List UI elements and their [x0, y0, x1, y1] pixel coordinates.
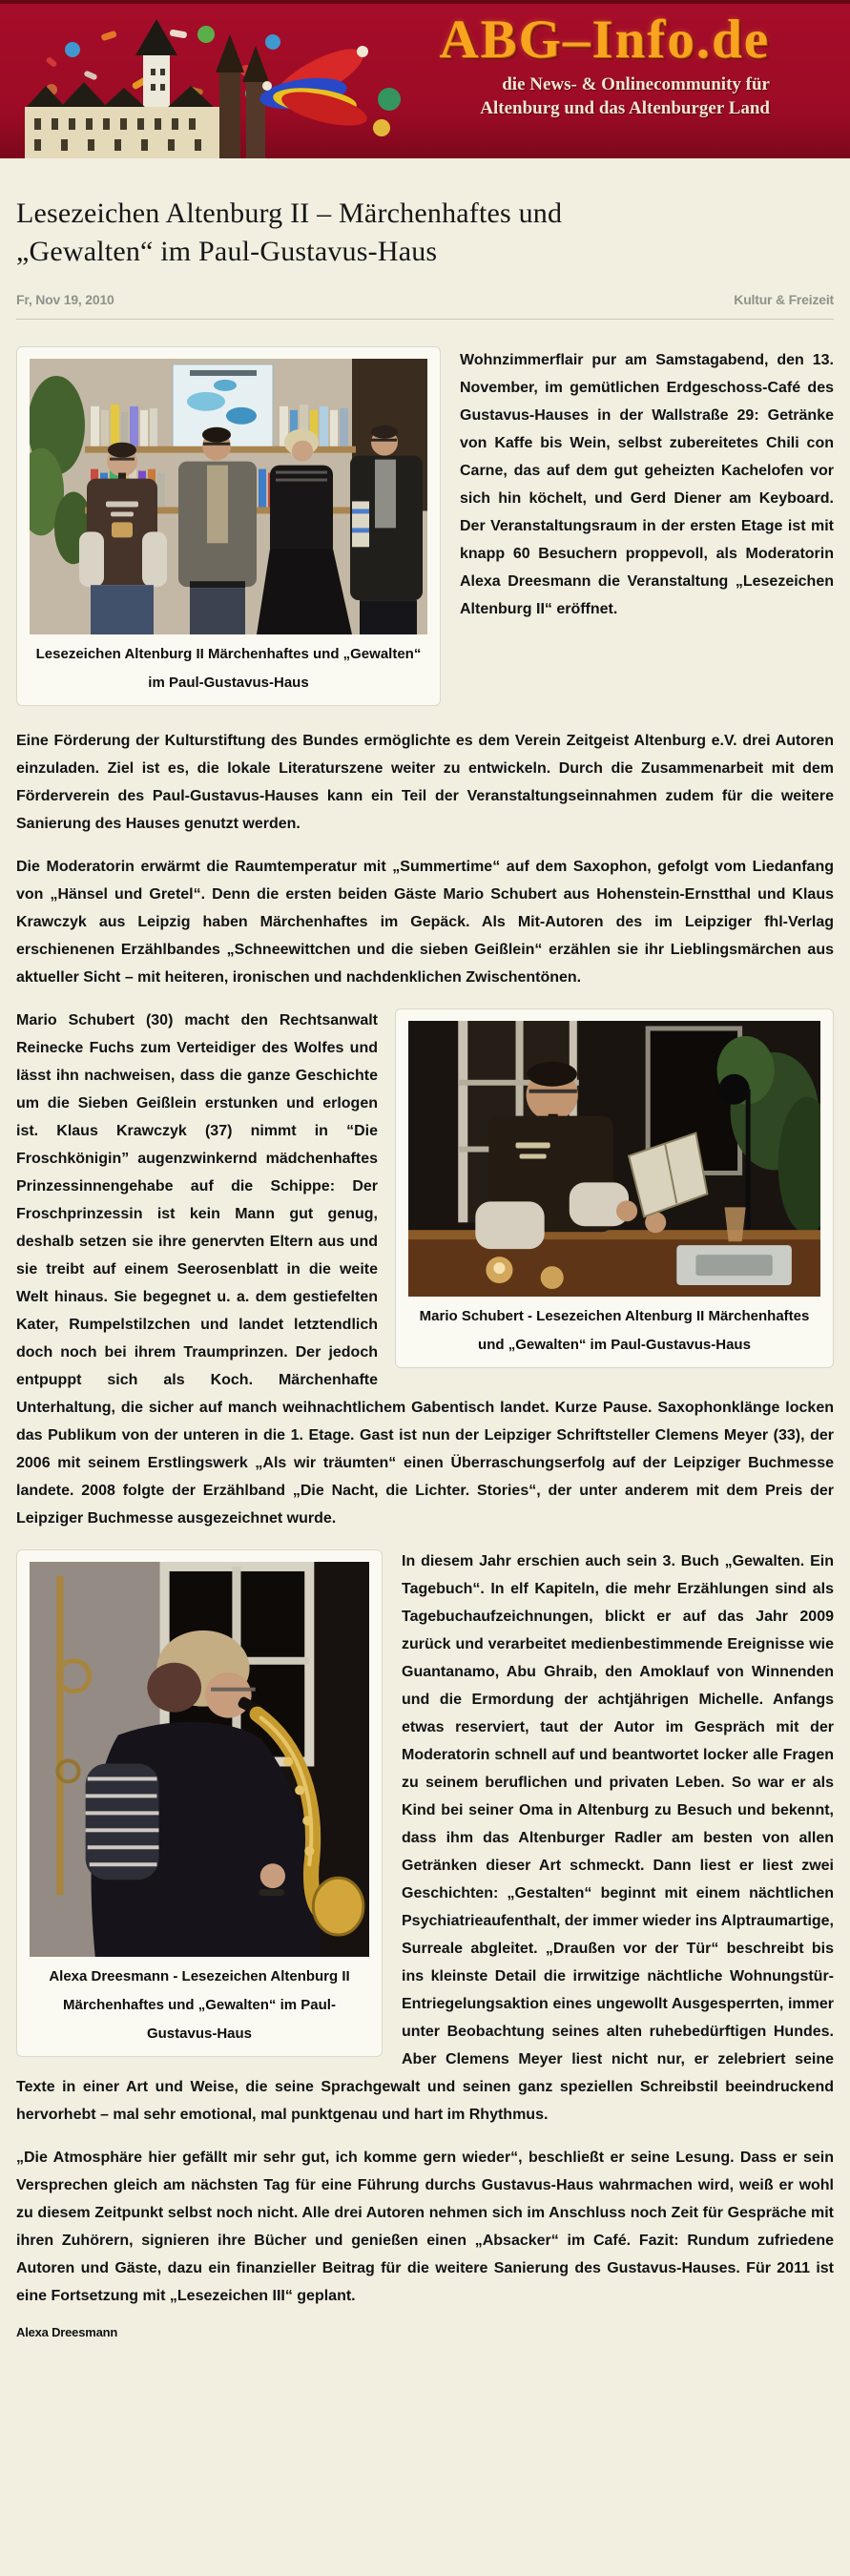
- paragraph-4: [16, 1007, 834, 1532]
- photo-mario-reading: [408, 1021, 820, 1297]
- meta-divider: [16, 319, 834, 320]
- site-tagline-line2: Altenburg und das Altenburger Land: [480, 98, 770, 118]
- figure-alexa-photo: [16, 1549, 383, 2057]
- paragraph-6: „Die Atmosphäre hier gefällt mir sehr gut, ich komme gern wieder“, beschließt er seine Lesung. Dass er sein Versprechen gleich am nächsten Tag für eine Führung durchs Gustavus-Haus wahrmachen wird, weiß er wohl zu diesem Zeitpunkt selbst noch nicht. Alle drei Autoren nehmen sich im Anschluss noch Zeit für Gespräche mit ihren Zuhörern, signieren ihre Bücher und genießen einen „Absacker“ im Café. Fazit: Rundum zufriedene Autoren und Gäste, dazu ein finanzieller Beitrag für die weitere Sanierung des Gustavus-Hauses. Für 2011 ist eine Fortsetzung mit „Lesezeichen III“ geplant.: [16, 2150, 834, 2304]
- banner-illustration-castle-confetti: [17, 13, 406, 158]
- article-title-line2: „Gewalten“ im Paul-Gustavus-Haus: [16, 236, 438, 267]
- site-tagline: [439, 73, 770, 120]
- castle: [25, 19, 269, 158]
- paragraph-2: Eine Förderung der Kulturstiftung des Bundes ermöglichte es dem Verein Zeitgeist Altenburg e.V. drei Autoren einzuladen. Ziel ist es, die lokale Literaturszene weiter zu entwickeln. Durch die Zusammenarbeit mit dem Förderverein des Paul-Gustavus-Hauses kann ein Teil der Veranstaltungseinnahmen zudem für die weitere Sanierung des Hauses genutzt werden.: [16, 733, 834, 832]
- paragraph-1: [16, 346, 834, 712]
- figure-mario-photo: [395, 1008, 834, 1368]
- site-logo-text[interactable]: ABG–Info.de: [439, 10, 770, 70]
- article-author: Alexa Dreesmann: [16, 2325, 118, 2339]
- paragraph-5: [16, 1548, 834, 2129]
- article: [0, 158, 850, 2368]
- site-header: [0, 0, 850, 158]
- figure-group-caption: Lesezeichen Altenburg II Märchenhaftes und „Gewalten“ im Paul-Gustavus-Haus: [35, 646, 422, 691]
- article-title: [16, 195, 834, 271]
- photo-authors-group: [30, 359, 427, 634]
- article-meta: [16, 292, 834, 307]
- jester-cap-icon: [258, 39, 370, 133]
- article-date: Fr, Nov 19, 2010: [16, 292, 114, 307]
- site-tagline-line1: die News- & Onlinecommunity für: [502, 74, 770, 94]
- article-category[interactable]: Kultur & Freizeit: [734, 292, 834, 307]
- figure-group-photo: [16, 346, 441, 706]
- photo-alexa-saxophone: [30, 1562, 369, 1957]
- paragraph-5-text: In diesem Jahr erschien auch sein 3. Buch „Gewalten. Ein Tagebuch“. In elf Kapiteln, die mehr Erzählungen sind als Tagebuchaufzeichnungen, blickt er auf das Jahr 2009 zurück und verarbeitet medienbestimmende Ereignisse wie Guantanamo, Abu Ghraib, den Amoklauf von Winnenden und die Ermordung der achtjährigen Michelle. Anfangs etwas reserviert, taut der Autor im Gespräch mit der Moderatorin schnell auf und beantwortet locker alle Fragen zu seinem beruflichen und privaten Leben. So war er als Kind bei seiner Oma in Altenburg zu Besuch und bekennt, dass ihm das Altenburger Radler am besten von allen Getränken dieser Art schmeckt. Dann liest er liest zwei Geschichten: „Gestalten“ beginnt mit einem nächtlichen Psychiatrieaufenthalt, der immer wieder ins Alptraumartige, Surreale abgleitet. „Draußen vor der Tür“ beschreibt bis ins kleinste Detail die irrwitzige nächtliche Wohnungstür-Entriegelungsaktion eines ungewollt Ausgesperrten, immer unter Beobachtung seines alten ruhebedürftigen Hundes. Aber Clemens Meyer liest nicht nur, er zelebriert seine Texte in einer Art und Weise, die seine Sprachgewalt und seinen ganz speziellen Schreibstil beeindruckend hervorhebt – mal sehr emotional, mal punktgenau und hart im Rhythmus.: [16, 1553, 834, 2123]
- site-logo[interactable]: [439, 11, 770, 120]
- paragraph-1-text: Wohnzimmerflair pur am Samstagabend, den 13. November, im gemütlichen Erdgeschoss-Café des Gustavus-Hauses in der Wallstraße 29: Getränke von Kaffe bis Wein, selbst zubereitetes Chili con Carne, das auf dem gut geheizten Kachelofen vor sich hin köchelt, und Gerd Diener am Keyboard. Der Veranstaltungsraum in der ersten Etage ist mit knapp 60 Besuchern proppevoll, als Moderatorin Alexa Dreesmann die Veranstaltung „Lesezeichen Altenburg II“ eröffnet.: [460, 352, 834, 617]
- paragraph-3: Die Moderatorin erwärmt die Raumtemperatur mit „Summertime“ auf dem Saxophon, gefolgt vom Liedanfang von „Hänsel und Gretel“. Denn die ersten beiden Gäste Mario Schubert aus Hohenstein-Ernstthal und Klaus Krawczyk aus Leipzig haben Märchenhaftes im Gepäck. Als Mit-Autoren des im Leipziger fhl-Verlag erschienenen Erzählbandes „Schneewittchen und die sieben Geißlein“ erzählen sie ihr Lieblingsmärchen aus aktueller Sicht – mit heiteren, ironischen und nachdenklichen Zwischentönen.: [16, 859, 834, 986]
- paragraph-4-text: Mario Schubert (30) macht den Rechtsanwalt Reinecke Fuchs zum Verteidiger des Wolfes und lässt ihn nachweisen, dass die ganze Geschichte um die Sieben Geißlein erstunken und erlogen ist. Klaus Krawczyk (37) nimmt in “Die Froschkönigin” augenzwinkernd mädchenhaftes Prinzessinnengehabe auf die Schippe: Der Froschprinzessin ist kein Mann gut genug, deshalb setzen sie ihre genervten Eltern aus und sie treibt auf einem Seerosenblatt in die weite Welt hinaus. Sie begegnet u. a. dem gestiefelten Kater, Rumpelstilzchen und landet letztendlich doch noch bei ihrem Traumprinzen. Der jedoch entpuppt sich als Koch. Märchenhafte Unterhaltung, die sicher auf manch weihnachtlichem Gabentisch landet. Kurze Pause. Saxophonklänge locken das Publikum von der unteren in die 1. Etage. Gast ist nun der Leipziger Schriftsteller Clemens Meyer (33), der 2006 mit seinem Erstlingswerk „Als wir träumten“ einen Überraschungserfolg auf der Leipziger Buchmesse landete. 2008 folgte der Erzählband „Die Nacht, die Lichter. Stories“, der unter anderem mit dem Preis der Leipziger Buchmesse ausgezeichnet wurde.: [16, 1012, 834, 1527]
- figure-mario-caption: Mario Schubert - Lesezeichen Altenburg II Märchenhaftes und „Gewalten“ im Paul-Gustavus-Haus: [419, 1308, 810, 1353]
- figure-alexa-caption: Alexa Dreesmann - Lesezeichen Altenburg II Märchenhaftes und „Gewalten“ im Paul-Gustavus-Haus: [49, 1968, 350, 2042]
- article-title-line1: Lesezeichen Altenburg II – Märchenhaftes und: [16, 197, 563, 229]
- person-clemens: [350, 426, 423, 634]
